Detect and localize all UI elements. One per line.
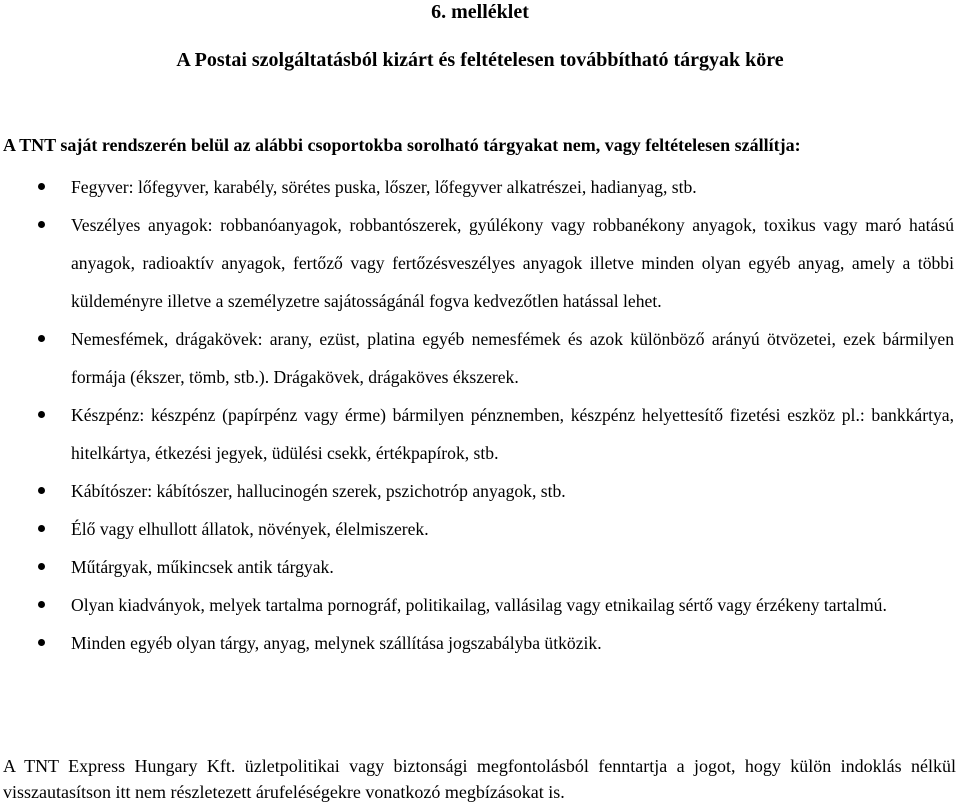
bullet-icon [38,601,45,608]
footer-paragraph: A TNT Express Hungary Kft. üzletpolitikai vagy biztonsági megfontolásból fenntartja a jogot, hogy külön indoklás nélkül visszautasítson itt nem részletezett árufeléségekre vonatkozó megbízásokat is. [3,756,956,802]
list-item-text: Fegyver: lőfegyver, karabély, sörétes puska, lőszer, lőfegyver alkatrészei, hadianyag, stb. [71,177,697,197]
prohibited-items-list [0,168,960,662]
list-item [0,586,960,624]
list-item-text: Készpénz: készpénz (papírpénz vagy érme) bármilyen pénznemben, készpénz helyettesítő fizetési eszköz pl.: bankkártya, hitelkártya, étkezési jegyek, üdülési csekk, értékpapírok, stb. [71,405,954,463]
list-item [0,206,960,320]
list-item-text: Élő vagy elhullott állatok, növények, élelmiszerek. [71,519,429,539]
list-item [0,510,960,548]
list-item [0,624,960,662]
page-title: A Postai szolgáltatásból kizárt és feltételesen továbbítható tárgyak köre [176,49,784,71]
bullet-icon [38,639,45,646]
list-item [0,320,960,396]
list-item-text: Nemesfémek, drágakövek: arany, ezüst, platina egyéb nemesfémek és azok különböző arányú ötvözetei, ezek bármilyen formája (ékszer, tömb, stb.). Drágakövek, drágaköves ékszerek. [71,329,954,387]
list-item-text: Minden egyéb olyan tárgy, anyag, melynek szállítása jogszabályba ütközik. [71,633,602,653]
list-item-text: Veszélyes anyagok: robbanóanyagok, robbantószerek, gyúlékony vagy robbanékony anyagok, toxikus vagy maró hatású anyagok, radioaktív anyagok, fertőző vagy fertőzésveszélyes anyagok illetve minden olyan egyéb anyag, amely a többi küldeményre illetve a személyzetre sajátosságánál fogva kedvezőtlen hatással lehet. [71,215,954,311]
bullet-icon [38,487,45,494]
list-item [0,396,960,472]
list-item-text: Műtárgyak, műkincsek antik tárgyak. [71,557,334,577]
intro-paragraph: A TNT saját rendszerén belül az alábbi csoportokba sorolható tárgyakat nem, vagy feltételesen szállítja: [3,135,801,155]
list-item-text: Olyan kiadványok, melyek tartalma pornográf, politikailag, vallásilag vagy etnikailag sértő vagy érzékeny tartalmú. [71,595,887,615]
bullet-icon [38,411,45,418]
bullet-icon [38,221,45,228]
bullet-icon [38,183,45,190]
list-item [0,548,960,586]
bullet-icon [38,335,45,342]
bullet-icon [38,563,45,570]
list-item-text: Kábítószer: kábítószer, hallucinogén szerek, pszichotróp anyagok, stb. [71,481,566,501]
bullet-icon [38,525,45,532]
annex-label: 6. melléklet [431,1,529,23]
list-item [0,168,960,206]
list-item [0,472,960,510]
